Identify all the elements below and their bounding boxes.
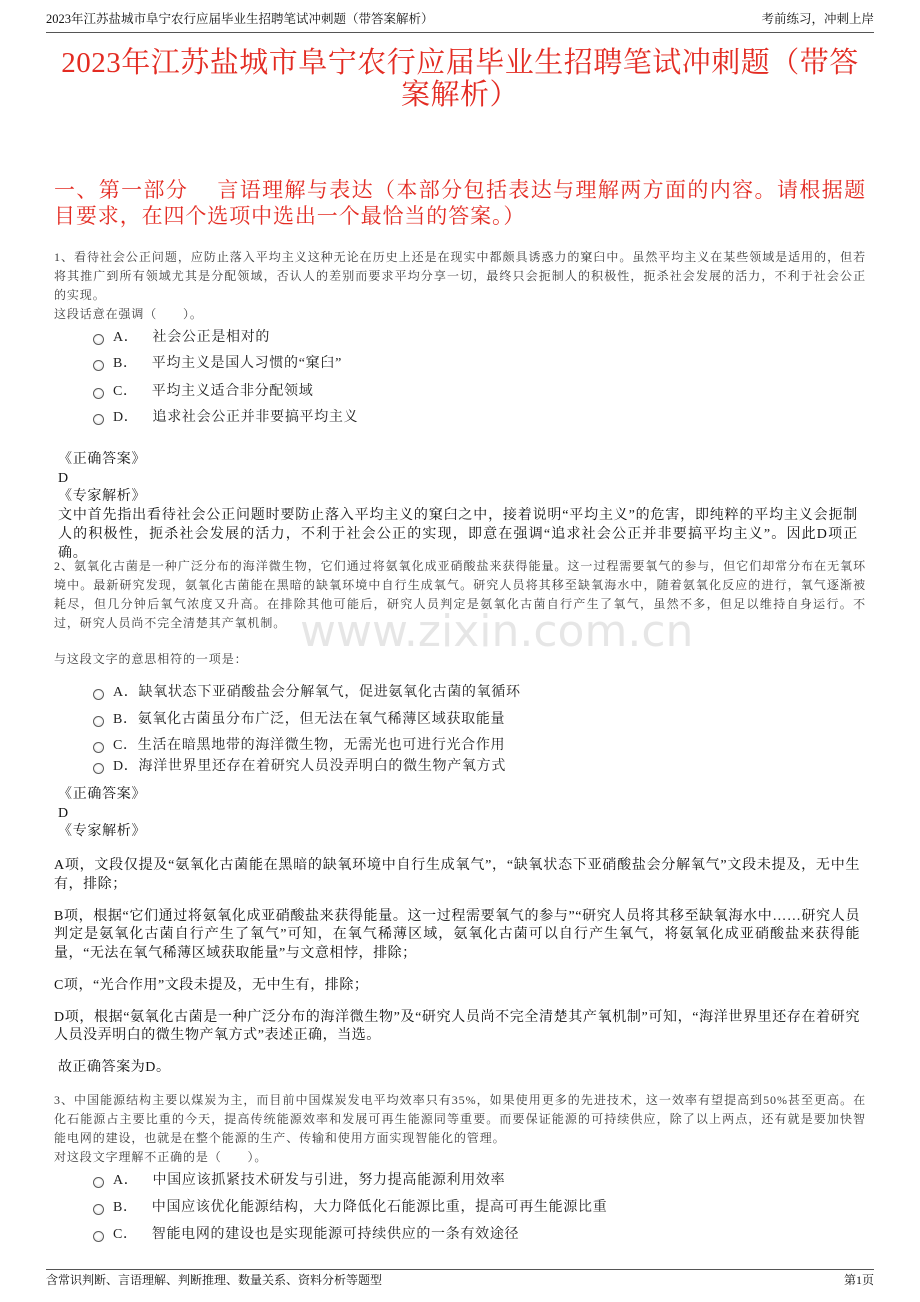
option-d	[93, 753, 506, 781]
radio-icon	[93, 763, 104, 774]
watermark: www.zixin.com.cn	[300, 606, 694, 657]
question-1-answer-block	[58, 451, 858, 563]
radio-icon	[93, 414, 104, 425]
option-text: 海洋世界里还存在着研究人员没弄明白的微生物产氧方式	[138, 759, 507, 774]
question-stem: 3、中国能源结构主要以煤炭为主，而目前中国煤炭发电平均效率只有35%，如果使用更多的先进技术，这一效率有望提高到50%甚至更高。在化石能源占主要比重的今天，提高传统能源效率和发展可再生能源同等重要。而要保证能源的可持续供应，除了以上两点，还有就是要加快智能电网的建设，也就是在整个能源的生产、传输和使用方面实现智能化的管理。	[54, 1093, 866, 1145]
page-number: 第1页	[843, 1273, 874, 1287]
header-title: 2023年江苏盐城市阜宁农行应届毕业生招聘笔试冲刺题（带答案解析）	[46, 12, 434, 26]
question-stem: 1、看待社会公正问题，应防止落入平均主义这种无论在历史上还是在现实中都颇具诱惑力的窠臼中。虽然平均主义在某些领域是适用的，但若将其推广到所有领域尤其是分配领域，否认人的差别而要求平均分享一切，最终只会扼制人的积极性，扼杀社会发展的活力，不利于社会公正的实现。	[54, 250, 866, 302]
header-divider	[46, 32, 874, 33]
analysis-paragraph-c: C项，“光合作用”文段未提及，无中生有，排除；	[54, 977, 369, 993]
option-b	[93, 1194, 607, 1222]
option-c	[93, 1221, 519, 1249]
option-label: D．	[113, 410, 139, 425]
question-3	[54, 1091, 866, 1167]
question-2-answer-block	[58, 786, 858, 842]
question-prompt: 这段话意在强调（ ）。	[54, 307, 203, 321]
footer-note: 含常识判断、言语理解、判断推理、数量关系、资料分析等题型	[46, 1273, 383, 1287]
radio-icon	[93, 334, 104, 345]
analysis-paragraph-a: A项，文段仅提及“氨氧化古菌能在黑暗的缺氧环境中自行生成氧气”，“缺氧状态下亚硝酸盐会分解氧气”文段未提及，无中生有，排除；	[54, 858, 860, 892]
analysis-paragraph-b: B项，根据“它们通过将氨氧化成亚硝酸盐来获得能量。这一过程需要氧气的参与”“研究人员将其移至缺氧海水中……研究人员判定是氨氧化古菌自行产生了氧气”可知，在氧气稀薄区域，氨氧化古菌可以自行产生氧气，将氨氧化成亚硝酸盐来获得能量，“无法在氧气稀薄区域获取能量”与文意相悖，排除；	[54, 908, 860, 961]
answer-value: D	[58, 805, 69, 821]
option-label: B．	[113, 356, 138, 371]
option-label: C．	[113, 738, 138, 753]
option-text: 智能电网的建设也是实现能源可持续供应的一条有效途径	[151, 1227, 520, 1242]
footer-divider	[46, 1269, 874, 1270]
question-2-analysis	[54, 857, 860, 1091]
option-d	[93, 404, 358, 432]
radio-icon	[93, 742, 104, 753]
option-label: B．	[113, 712, 138, 727]
option-a	[93, 324, 270, 352]
radio-icon	[93, 689, 104, 700]
section-heading: 一、第一部分 言语理解与表达（本部分包括表达与理解两方面的内容。请根据题目要求，在四个选项中选出一个最恰当的答案。）	[54, 178, 866, 228]
option-text: 中国应该优化能源结构，大力降低化石能源比重，提高可再生能源比重	[151, 1200, 608, 1215]
option-a	[93, 1167, 505, 1195]
question-prompt: 与这段文字的意思相符的一项是：	[54, 652, 248, 666]
option-text: 追求社会公正并非要搞平均主义	[152, 410, 359, 425]
option-text: 平均主义是国人习惯的“窠臼”	[151, 356, 342, 371]
question-prompt: 对这段文字理解不正确的是（ ）。	[54, 1150, 268, 1164]
analysis-paragraph-d: D项，根据“氨氧化古菌是一种广泛分布的海洋微生物”及“研究人员尚不完全清楚其产氧机制”可知，“海洋世界里还存在着研究人员没弄明白的微生物产氧方式”表述正确，当选。	[54, 1009, 860, 1043]
analysis-label: 《专家解析》	[58, 824, 147, 840]
answer-label: 《正确答案》	[58, 452, 147, 467]
question-stem: 2、氨氧化古菌是一种广泛分布的海洋微生物，它们通过将氨氧化成亚硝酸盐来获得能量。这一过程需要氧气的参与，但它们却常分布在无氧环境中。最新研究发现，氨氧化古菌能在黑暗的缺氧环境中自行生成氧气。研究人员将其移至缺氧海水中，随着氨氧化反应的进行，氧气逐渐被耗尽，但几分钟后氧气浓度又升高。在排除其他可能后，研究人员判定是氨氧化古菌自行产生了氧气，虽然不多，但足以维持自身运行。不过，研究人员尚不完全清楚其产氧机制。	[54, 559, 866, 630]
option-label: B．	[113, 1200, 138, 1215]
option-text: 平均主义适合非分配领域	[151, 384, 314, 399]
option-label: D．	[113, 759, 139, 774]
option-text: 社会公正是相对的	[152, 330, 271, 345]
option-text: 氨氧化古菌虽分布广泛，但无法在氧气稀薄区域获取能量	[137, 712, 506, 727]
header-slogan: 考前练习，冲刺上岸	[761, 12, 874, 26]
radio-icon	[93, 1204, 104, 1215]
option-b	[93, 706, 505, 734]
radio-icon	[93, 716, 104, 727]
analysis-text: 文中首先指出看待社会公正问题时要防止落入平均主义的窠臼之中，接着说明“平均主义”的危害，即纯粹的平均主义会扼制人的积极性，扼杀社会发展的活力，不利于社会公正的实现，即意在强调“追求社会公正并非要搞平均主义”。因此D项正确。	[58, 508, 858, 561]
option-c	[93, 378, 313, 406]
radio-icon	[93, 388, 104, 399]
option-label: A．	[113, 1173, 139, 1188]
option-text: 生活在暗黑地带的海洋微生物，无需光也可进行光合作用	[137, 738, 506, 753]
radio-icon	[93, 1177, 104, 1188]
radio-icon	[93, 1231, 104, 1242]
answer-value: D	[58, 470, 69, 486]
radio-icon	[93, 360, 104, 371]
analysis-conclusion: 故正确答案为D。	[58, 1060, 171, 1075]
option-label: C．	[113, 1227, 138, 1242]
option-label: C．	[113, 384, 138, 399]
analysis-label: 《专家解析》	[58, 489, 147, 505]
answer-label: 《正确答案》	[58, 787, 147, 802]
question-1	[54, 248, 866, 324]
option-b	[93, 350, 342, 378]
option-label: A．	[113, 685, 139, 700]
option-a	[93, 679, 521, 707]
option-text: 缺氧状态下亚硝酸盐会分解氧气，促进氨氧化古菌的氧循环	[138, 685, 521, 700]
option-text: 中国应该抓紧技术研发与引进，努力提高能源利用效率	[152, 1173, 506, 1188]
page-title: 2023年江苏盐城市阜宁农行应届毕业生招聘笔试冲刺题（带答案解析）	[61, 47, 859, 111]
option-label: A．	[113, 330, 139, 345]
